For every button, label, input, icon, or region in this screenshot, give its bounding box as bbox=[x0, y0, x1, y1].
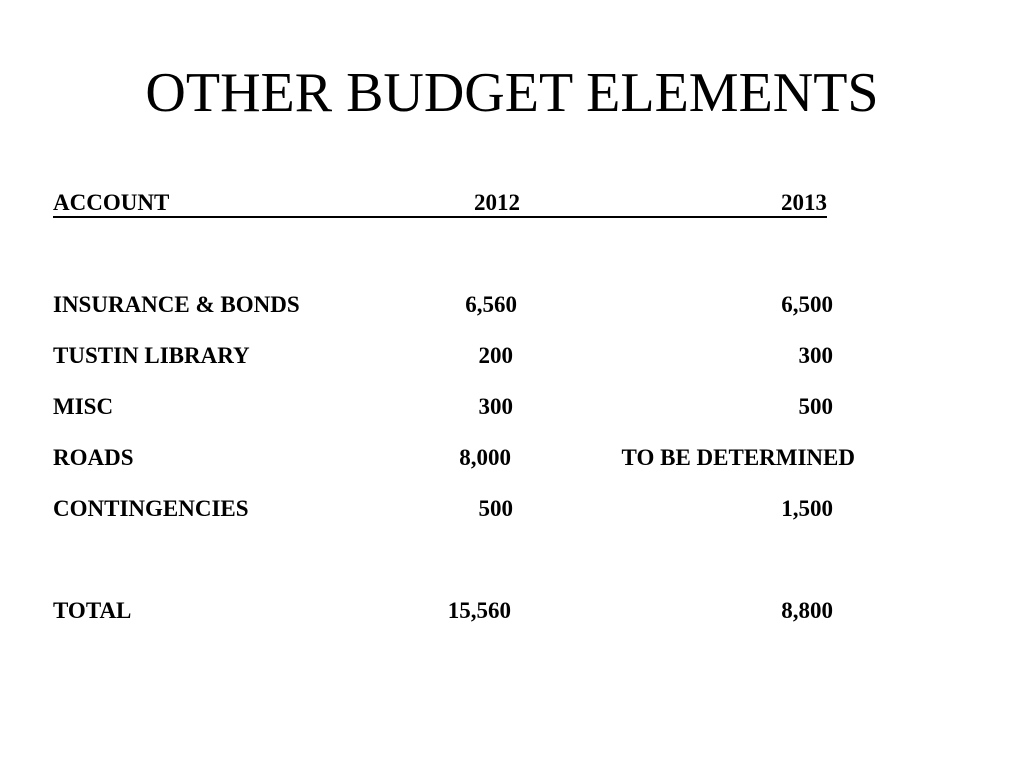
row-2013-value: 300 bbox=[798, 343, 833, 368]
table-row-roads bbox=[53, 441, 893, 475]
row-2013-value: 500 bbox=[798, 394, 833, 419]
table-row-total bbox=[53, 594, 893, 628]
row-account: TUSTIN LIBRARY bbox=[53, 343, 250, 368]
table-row-insurance bbox=[53, 288, 893, 322]
total-2013-value: 8,800 bbox=[781, 598, 833, 623]
row-account: MISC bbox=[53, 394, 114, 419]
row-2012-value: 300 bbox=[478, 394, 513, 419]
row-account: ROADS bbox=[53, 445, 134, 470]
table-row-contingencies bbox=[53, 492, 893, 526]
total-2012-value: 15,560 bbox=[447, 598, 511, 623]
slide-title: OTHER BUDGET ELEMENTS bbox=[145, 62, 879, 124]
header-2013: 2013 bbox=[781, 190, 827, 215]
row-2012-value: 500 bbox=[478, 496, 513, 521]
row-2013-value: TO BE DETERMINED bbox=[621, 445, 855, 470]
row-2013-value: 1,500 bbox=[781, 496, 833, 521]
row-2012-value: 8,000 bbox=[459, 445, 511, 470]
row-2012-value: 6,560 bbox=[465, 292, 517, 317]
total-label: TOTAL bbox=[53, 598, 132, 623]
row-account: INSURANCE & BONDS bbox=[53, 292, 300, 317]
header-2012: 2012 bbox=[474, 190, 520, 215]
row-account: CONTINGENCIES bbox=[53, 496, 249, 521]
table-row-misc bbox=[53, 390, 893, 424]
row-2012-value: 200 bbox=[478, 343, 513, 368]
row-2013-value: 6,500 bbox=[781, 292, 833, 317]
table-row-library bbox=[53, 339, 893, 373]
header-account: ACCOUNT bbox=[53, 190, 170, 215]
table-header-row bbox=[53, 186, 827, 218]
